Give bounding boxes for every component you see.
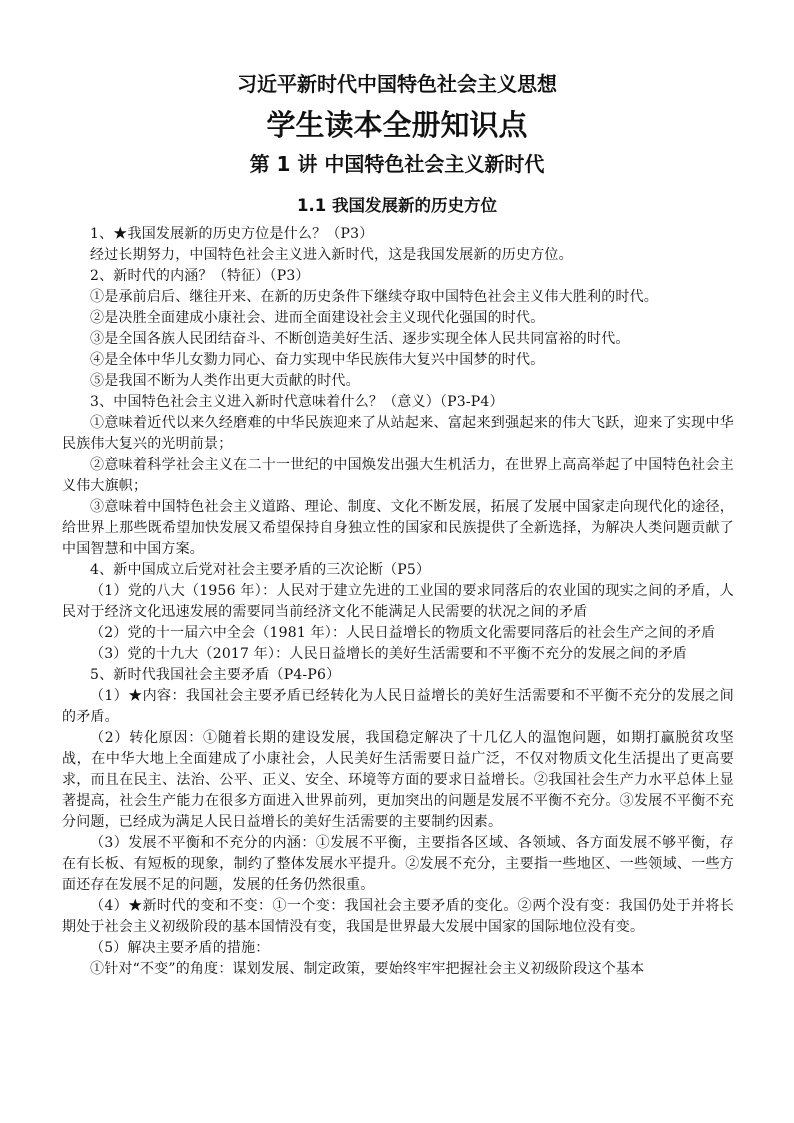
list-item: ①是承前启后、继往开来、在新的历史条件下继续夺取中国特色社会主义伟大胜利的时代。 bbox=[90, 289, 658, 305]
question-heading: 1、★我国发展新的历史方位是什么？（P3） bbox=[90, 226, 374, 242]
question-heading: 3、中国特色社会主义进入新时代意味着什么？（意义）（P3-P4） bbox=[90, 394, 504, 410]
question-heading: 2、新时代的内涵？（特征）（P3） bbox=[90, 268, 310, 284]
list-item: ⑤是我国不断为人类作出更大贡献的时代。 bbox=[90, 373, 360, 389]
answer-paragraph: 经过长期努力，中国特色社会主义进入新时代，这是我国发展新的历史方位。 bbox=[90, 247, 573, 263]
list-item: （1）★内容：我国社会主要矛盾已经转化为人民日益增长的美好生活需要和不平衡不充分的发展之间的矛盾。 bbox=[62, 688, 734, 725]
section-heading: 1.1 我国发展新的历史方位 bbox=[297, 196, 497, 215]
document-subtitle: 学生读本全册知识点 bbox=[266, 108, 528, 142]
list-item: （2）转化原因：①随着长期的建设发展，我国稳定解决了十几亿人的温饱问题，如期打赢脱贫攻坚战，在中华大地上全面建成了小康社会，人民美好生活需要日益广泛，不仅对物质文化生活提出了更高要求，而且在民主、法治、公平、正义、安全、环境等方面的要求日益增长。②我国社会生产力水平总体上显著提高，社会生产能力在很多方面进入世界前列，更加突出的问题是发展不平衡不充分。③发展不平衡不充分问题，已经成为满足人民日益增长的美好生活需要的主要制约因素。 bbox=[62, 730, 734, 830]
list-item: （3）发展不平衡和不充分的内涵：①发展不平衡，主要指各区域、各领域、各方面发展不够平衡，存在有长板、有短板的现象，制约了整体发展水平提升。②发展不充分，主要指一些地区、一些领域、一些方面还存在发展不足的问题，发展的任务仍然很重。 bbox=[62, 835, 734, 893]
list-item: ③意味着中国特色社会主义道路、理论、制度、文化不断发展，拓展了发展中国家走向现代化的途径，给世界上那些既希望加快发展又希望保持自身独立性的国家和民族提供了全新选择，为解决人类问题贡献了中国智慧和中国方案。 bbox=[62, 499, 734, 557]
list-item: （5）解决主要矛盾的措施： bbox=[90, 940, 270, 956]
document-title: 习近平新时代中国特色社会主义思想 bbox=[237, 72, 557, 96]
document-body bbox=[62, 224, 734, 980]
list-item: （4）★新时代的变和不变：①一个变：我国社会主要矛盾的变化。②两个没有变：我国仍处于并将长期处于社会主义初级阶段的基本国情没有变，我国是世界最大发展中国家的国际地位没有变。 bbox=[62, 898, 734, 935]
list-item: ①意味着近代以来久经磨难的中华民族迎来了从站起来、富起来到强起来的伟大飞跃，迎来了实现中华民族伟大复兴的光明前景； bbox=[62, 415, 734, 452]
list-item: ①针对“不变”的角度：谋划发展、制定政策，要始终牢牢把握社会主义初级阶段这个基本 bbox=[90, 961, 645, 977]
lecture-heading: 第 1 讲 中国特色社会主义新时代 bbox=[249, 152, 545, 176]
list-item: ③是全国各族人民团结奋斗、不断创造美好生活、逐步实现全体人民共同富裕的时代。 bbox=[90, 331, 630, 347]
list-item: （3）党的十九大（2017 年）：人民日益增长的美好生活需要和不平衡不充分的发展之间的矛盾 bbox=[90, 646, 687, 662]
list-item: （2）党的十一届六中全会（1981 年）：人民日益增长的物质文化需要同落后的社会生产之间的矛盾 bbox=[90, 625, 716, 641]
list-item: （1）党的八大（1956 年）：人民对于建立先进的工业国的要求同落后的农业国的现实之间的矛盾，人民对于经济文化迅速发展的需要同当前经济文化不能满足人民需要的状况之间的矛盾 bbox=[62, 583, 734, 620]
question-heading: 5、新时代我国社会主要矛盾（P4-P6） bbox=[90, 667, 341, 683]
list-item: ④是全体中华儿女勠力同心、奋力实现中华民族伟大复兴中国梦的时代。 bbox=[90, 352, 545, 368]
list-item: ②意味着科学社会主义在二十一世纪的中国焕发出强大生机活力，在世界上高高举起了中国特色社会主义伟大旗帜； bbox=[62, 457, 734, 494]
question-heading: 4、新中国成立后党对社会主要矛盾的三次论断（P5） bbox=[90, 562, 431, 578]
list-item: ②是决胜全面建成小康社会、进而全面建设社会主义现代化强国的时代。 bbox=[90, 310, 545, 326]
